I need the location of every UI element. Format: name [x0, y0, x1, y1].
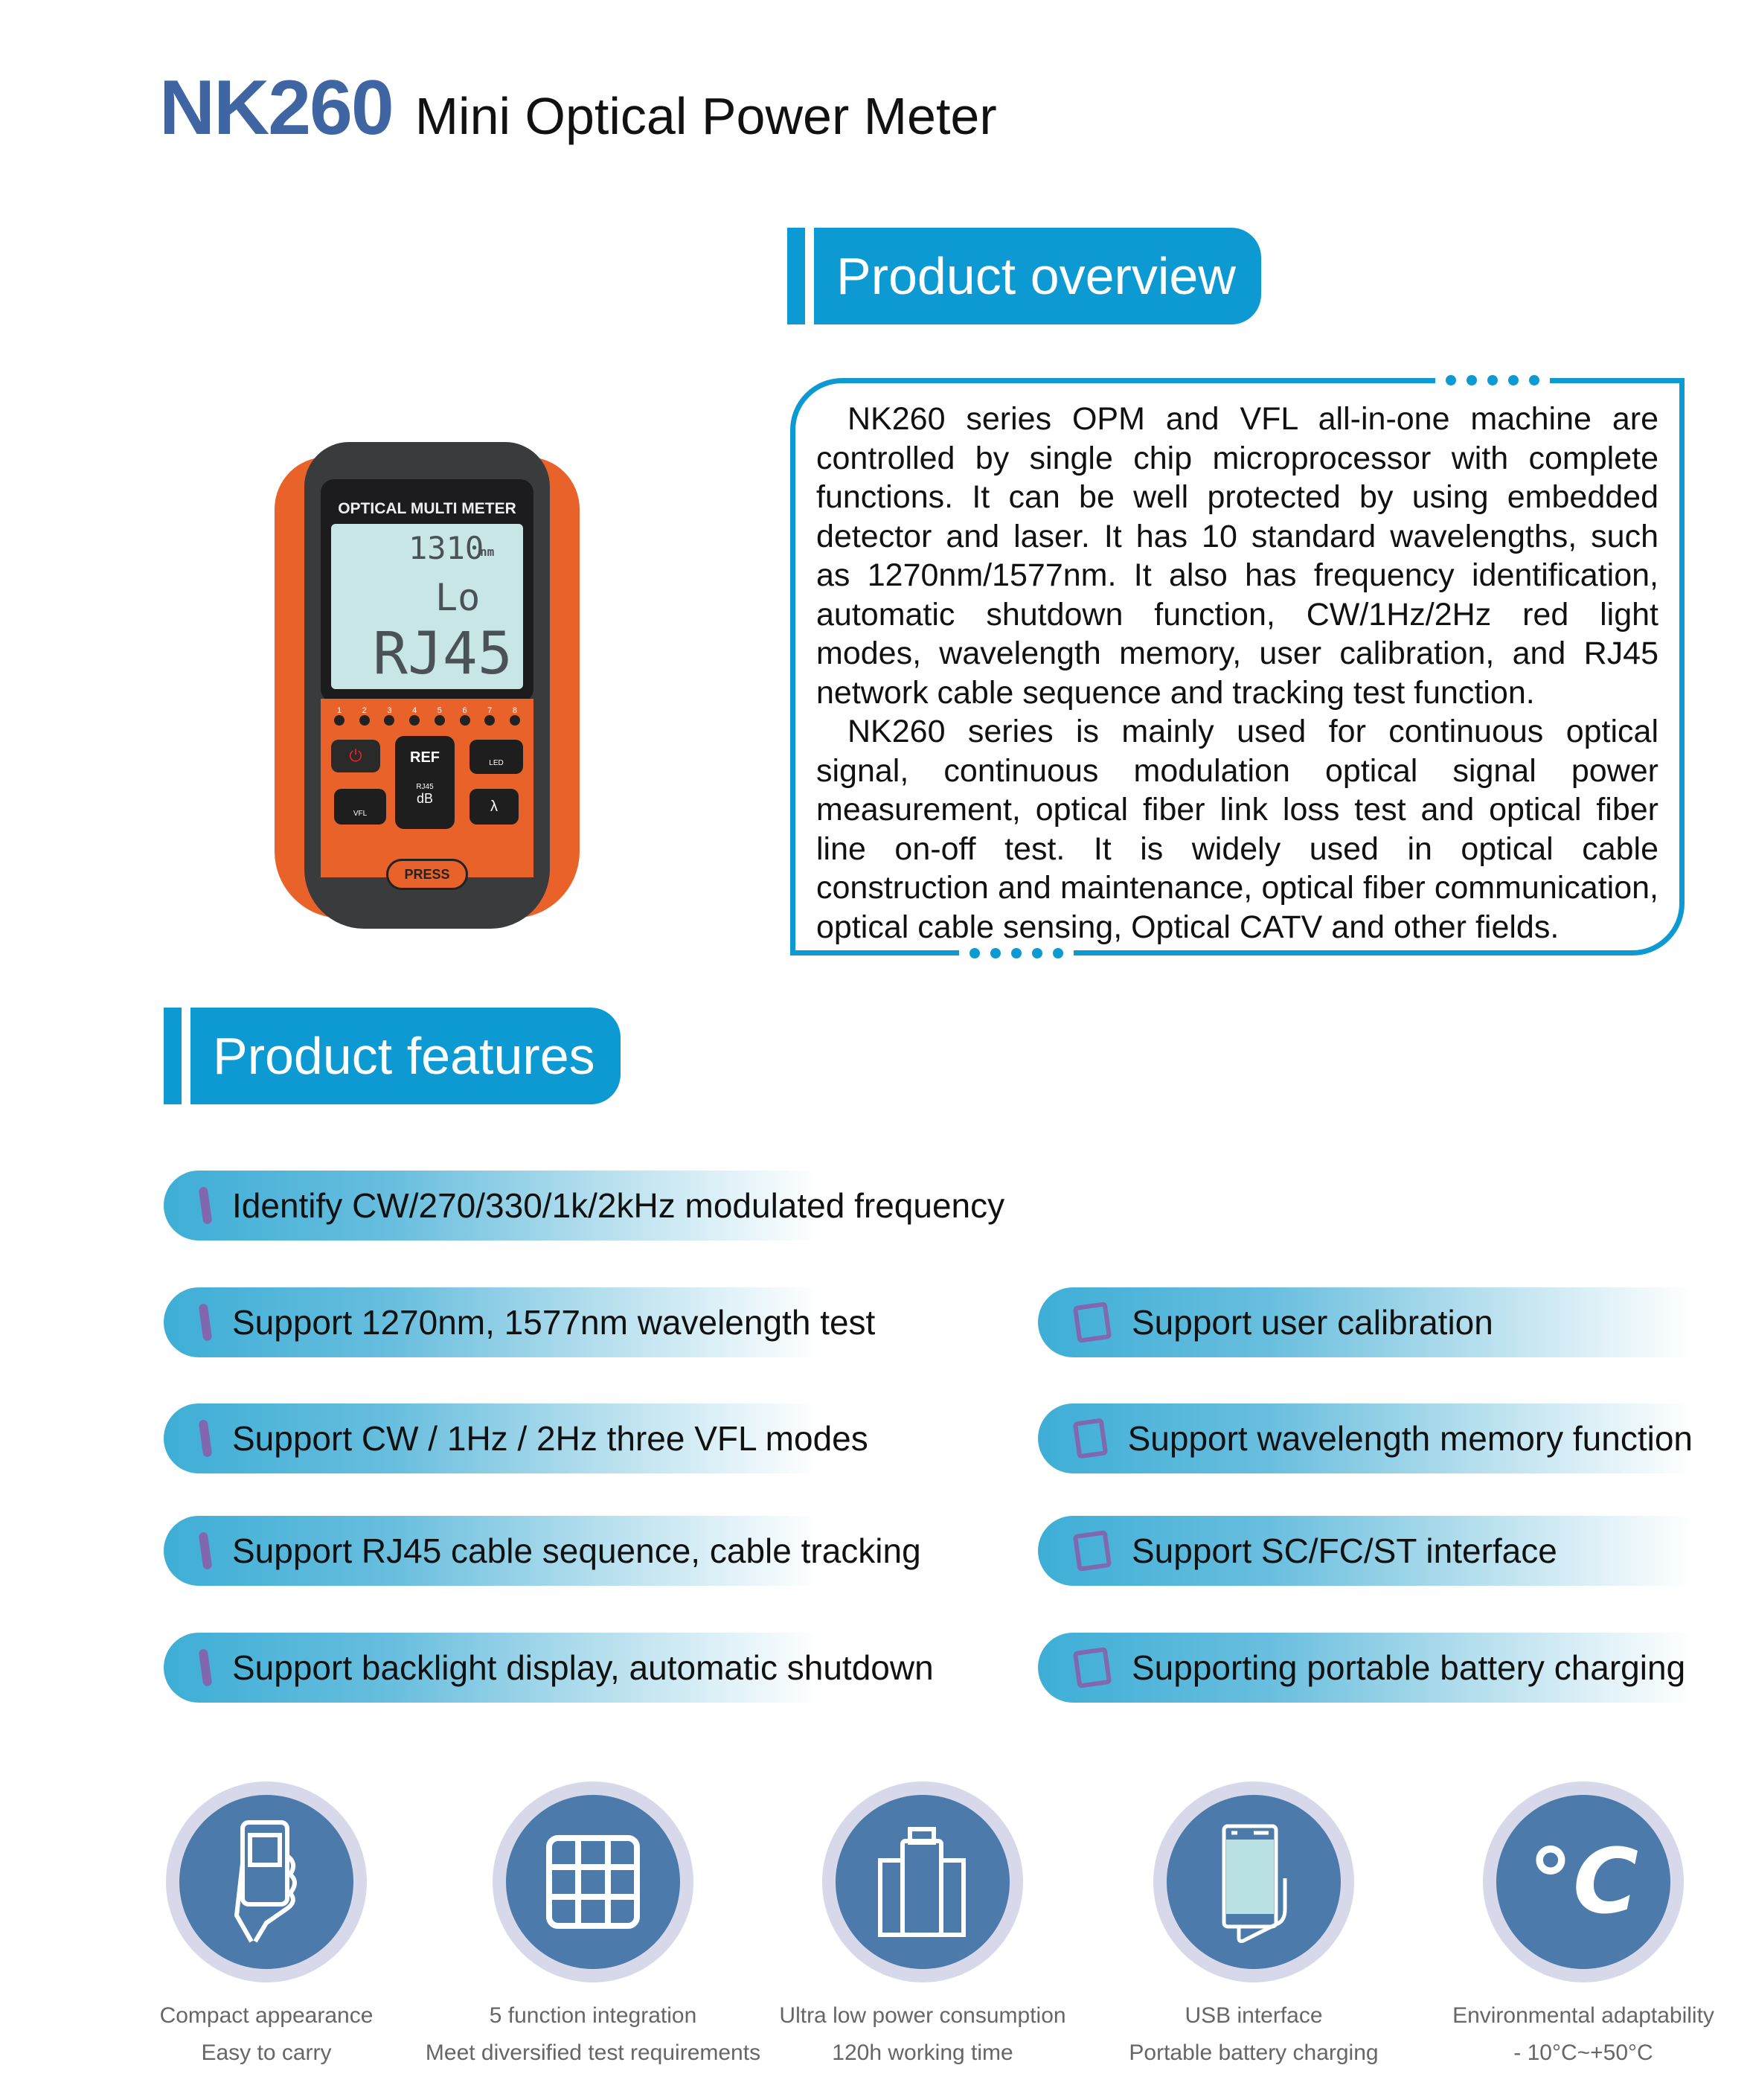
db-label: dB	[416, 791, 434, 806]
grid-icon	[545, 1834, 641, 1930]
led-label: 6	[462, 706, 467, 715]
dots-decoration	[1435, 373, 1550, 388]
feature-text: Support SC/FC/ST interface	[1132, 1531, 1557, 1570]
feature-item	[164, 1633, 934, 1703]
model-name: NK260	[159, 65, 393, 151]
highlight-circle	[822, 1782, 1023, 1982]
highlight-circle	[1483, 1782, 1684, 1982]
led-label: 3	[387, 706, 392, 715]
ref-db-button	[395, 736, 455, 829]
feature-text: Support backlight display, automatic shutdown	[232, 1648, 934, 1687]
feature-item	[164, 1403, 868, 1473]
optical-meter-image	[275, 442, 580, 929]
square-bullet-icon	[1073, 1418, 1108, 1459]
battery-icon	[874, 1826, 971, 1938]
highlight-desc: 120h working time	[832, 2040, 1013, 2065]
lcd-wavelength: 1310	[408, 530, 484, 566]
square-bullet-icon	[199, 1531, 213, 1569]
highlight-caption	[744, 1997, 1101, 2072]
lcd-screen	[331, 524, 523, 689]
overview-paragraph: NK260 series OPM and VFL all-in-one machine are controlled by single chip microprocessor with complete functions. It can be well protected by using embedded detector and laser. It has 10 standard wavelengths, such as 1270nm/1577nm. It also has frequency identification, automatic shutdown function, CW/1Hz/2Hz red light modes, wavelength memory, user calibration, and RJ45 network cable sequence and tracking test function.	[816, 401, 1658, 711]
highlight-circle	[166, 1782, 367, 1982]
overview-box	[790, 378, 1685, 955]
device-label: OPTICAL MULTI METER	[338, 500, 516, 517]
led-label: 1	[336, 706, 342, 715]
feature-text: Support wavelength memory function	[1127, 1419, 1693, 1458]
power-bank-icon	[1209, 1819, 1298, 1945]
overview-text	[816, 400, 1658, 947]
lcd-mode: RJ45	[373, 621, 513, 688]
highlight-desc: - 10°C~+50°C	[1513, 2040, 1653, 2065]
led-label: 8	[512, 706, 517, 715]
square-bullet-icon	[199, 1303, 213, 1341]
led-button: LED	[469, 740, 523, 774]
highlight-title: Compact appearance	[159, 2003, 374, 2028]
square-bullet-icon	[199, 1648, 213, 1686]
feature-text: Support 1270nm, 1577nm wavelength test	[232, 1303, 876, 1342]
led-row	[334, 706, 520, 726]
square-bullet-icon	[199, 1186, 213, 1224]
feature-item	[1038, 1516, 1693, 1586]
highlight-desc: Meet diversified test requirements	[425, 2040, 761, 2065]
page-title	[159, 64, 997, 153]
feature-item	[164, 1287, 876, 1357]
highlight-caption	[414, 1997, 772, 2072]
highlight-title: USB interface	[1185, 2003, 1323, 2028]
feature-item	[164, 1171, 1005, 1241]
press-button: PRESS	[386, 859, 468, 890]
led-label: 4	[412, 706, 417, 715]
square-bullet-icon	[199, 1419, 213, 1457]
feature-text: Identify CW/270/330/1k/2kHz modulated frequency	[232, 1186, 1005, 1225]
ref-label: REF	[410, 749, 440, 766]
square-bullet-icon	[1073, 1647, 1112, 1688]
power-button: ⏻	[331, 740, 380, 772]
square-bullet-icon	[1073, 1530, 1112, 1572]
product-subtitle: Mini Optical Power Meter	[414, 87, 997, 145]
highlight-caption	[1405, 1997, 1750, 2072]
highlight-circle	[493, 1782, 693, 1982]
feature-item	[1038, 1403, 1693, 1473]
highlight-caption	[1075, 1997, 1432, 2072]
rj45-label: RJ45	[416, 783, 434, 791]
overview-paragraph: NK260 series is mainly used for continuous optical signal, continuous modulation optical signal power measurement, optical fiber link loss test and optical fiber line on-off test. It is widely used in optical cable construction and maintenance, optical fiber communication, optical cable sensing, Optical CATV and other fields.	[816, 714, 1658, 945]
dots-decoration	[959, 946, 1074, 961]
highlight-title: Ultra low power consumption	[779, 2003, 1066, 2028]
highlight-circle	[1153, 1782, 1354, 1982]
hand-phone-icon	[222, 1819, 311, 1945]
led-label: 2	[362, 706, 367, 715]
feature-item	[1038, 1633, 1693, 1703]
feature-item	[1038, 1287, 1693, 1357]
highlight-caption	[88, 1997, 445, 2072]
feature-text: Supporting portable battery charging	[1132, 1648, 1686, 1687]
highlight-desc: Easy to carry	[201, 2040, 332, 2065]
lcd-unit: nm	[480, 545, 495, 559]
highlight-title: 5 function integration	[489, 2003, 697, 2028]
feature-text: Support RJ45 cable sequence, cable tracking	[232, 1531, 921, 1570]
led-label: 5	[437, 706, 442, 715]
feature-text: Support CW / 1Hz / 2Hz three VFL modes	[232, 1419, 868, 1458]
celsius-icon: °C	[1528, 1830, 1639, 1934]
lambda-button: λ	[469, 789, 519, 825]
square-bullet-icon	[1073, 1302, 1112, 1343]
led-label: 7	[487, 706, 493, 715]
feature-text: Support user calibration	[1132, 1303, 1493, 1342]
lcd-status: Lo	[435, 576, 481, 619]
features-heading-label: Product features	[190, 1008, 621, 1104]
vfl-button: VFL	[334, 789, 386, 825]
feature-item	[164, 1516, 921, 1586]
highlight-desc: Portable battery charging	[1129, 2040, 1379, 2065]
overview-heading-label: Product overview	[814, 228, 1261, 324]
highlight-title: Environmental adaptability	[1452, 2003, 1714, 2028]
